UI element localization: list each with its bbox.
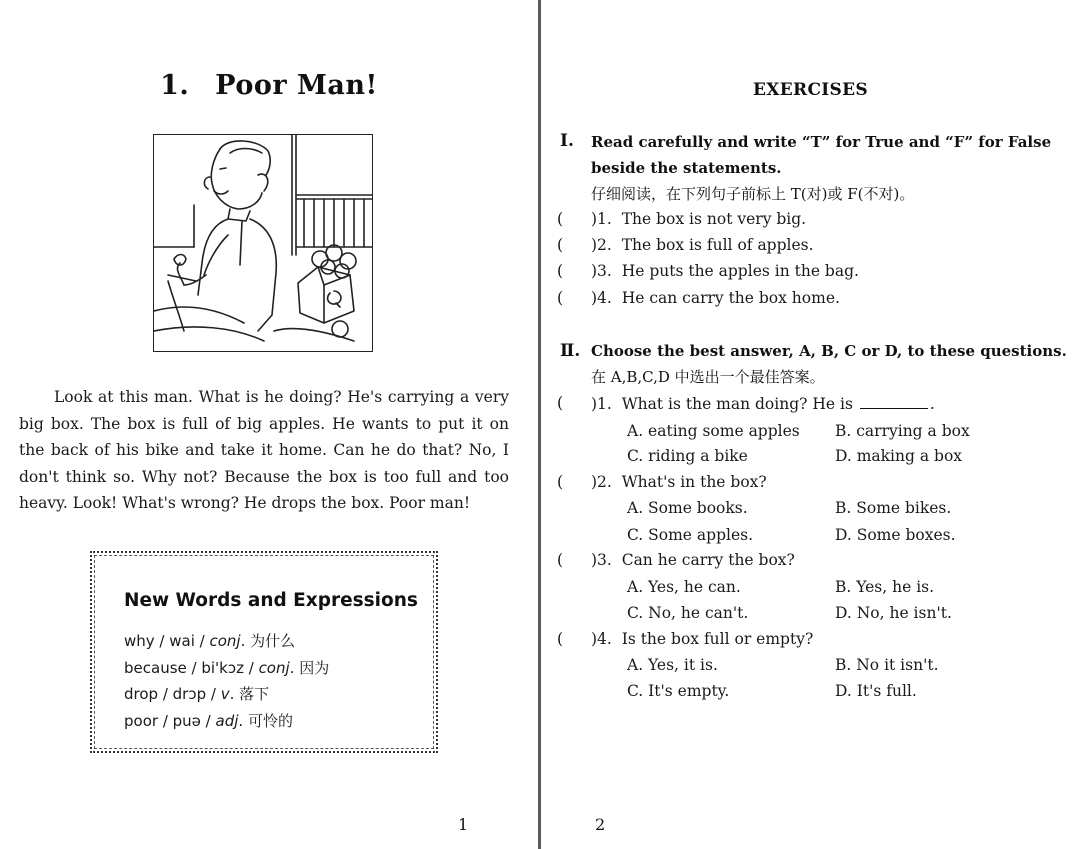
option-b: B. Yes, he is. — [835, 578, 935, 596]
option-d: D. making a box — [835, 447, 963, 465]
left-page — [0, 0, 538, 849]
vocab-phonetic: drɔp — [172, 685, 207, 703]
option-d: D. Some boxes. — [835, 526, 956, 544]
option-a: A. Some books. — [627, 499, 748, 517]
vocab-entry: poor / puə / adj. 可怜的 — [124, 711, 293, 730]
option-c: C. No, he can't. — [627, 604, 749, 622]
statement-4 — [591, 289, 840, 307]
statement-number: )2. — [591, 236, 612, 254]
vocab-pos: v — [220, 685, 230, 703]
vocabulary-list — [124, 628, 329, 734]
answer-paren: ( — [557, 236, 564, 254]
option-b: B. Some bikes. — [835, 499, 952, 517]
question-2 — [591, 473, 767, 491]
section-1-instruction-cn: 仔细阅读，在下列句子前标上 T(对)或 F(不对)。 — [591, 185, 915, 203]
vocab-pos: conj — [209, 632, 241, 650]
page-number-right: 2 — [595, 815, 606, 834]
question-number: )3. — [591, 551, 612, 569]
section-1-instruction: Read carefully and write “T” for True and “F” for False beside the statements. — [591, 133, 1052, 177]
option-c: C. Some apples. — [627, 526, 754, 544]
vocab-meaning: 落下 — [239, 685, 270, 703]
vocab-phonetic: bi'kɔz — [201, 658, 244, 677]
option-b: B. carrying a box — [835, 422, 970, 440]
answer-paren: ( — [557, 210, 564, 228]
vocab-word: poor — [124, 711, 159, 730]
lesson-title — [0, 70, 538, 101]
option-d: D. No, he isn't. — [835, 604, 952, 622]
man-carrying-box-drawing — [154, 135, 372, 351]
question-4 — [591, 630, 813, 648]
question-number: )1. — [591, 395, 612, 413]
answer-paren: ( — [557, 630, 564, 648]
right-page — [541, 0, 1080, 849]
option-d: D. It's full. — [835, 682, 917, 700]
question-number: )2. — [591, 473, 612, 491]
vocab-word: drop — [124, 685, 159, 703]
statement-number: )4. — [591, 289, 612, 307]
answer-paren: ( — [557, 262, 564, 280]
section-2-instruction: Choose the best answer, A, B, C or D, to these questions. — [591, 342, 1067, 360]
section-1-label: Ⅰ. — [560, 131, 574, 151]
vocab-word: why — [124, 632, 155, 650]
option-c: C. It's empty. — [627, 682, 730, 700]
lesson-number: 1. — [160, 70, 190, 101]
section-2-label: Ⅱ. — [560, 341, 581, 361]
answer-paren: ( — [557, 551, 564, 569]
statement-number: )1. — [591, 210, 612, 228]
question-text: What's in the box? — [621, 473, 767, 491]
lesson-title-text: Poor Man! — [215, 70, 378, 101]
statement-1 — [591, 210, 806, 228]
vocab-word: because — [124, 658, 187, 677]
statement-text: He puts the apples in the bag. — [621, 262, 859, 280]
question-number: )4. — [591, 630, 612, 648]
vocab-phonetic: puə — [172, 711, 201, 730]
statement-text: The box is full of apples. — [621, 236, 814, 254]
vocab-meaning: 因为 — [299, 658, 330, 677]
statement-number: )3. — [591, 262, 612, 280]
answer-paren: ( — [557, 473, 564, 491]
section-2-instruction-cn: 在 A,B,C,D 中选出一个最佳答案。 — [591, 368, 825, 386]
page-number-left: 1 — [458, 815, 469, 834]
statement-text: The box is not very big. — [621, 210, 807, 228]
question-3 — [591, 551, 795, 569]
vocab-pos: conj — [258, 658, 290, 677]
vocab-phonetic: wai — [169, 632, 195, 650]
answer-blank — [860, 394, 928, 409]
vocab-entry: because / bi'kɔz / conj. 因为 — [124, 658, 330, 677]
question-text: Can he carry the box? — [621, 551, 795, 569]
question-text: What is the man doing? He is — [621, 395, 853, 413]
exercises-title: EXERCISES — [753, 80, 868, 100]
option-a: A. eating some apples — [627, 422, 800, 440]
statement-3 — [591, 262, 859, 280]
question-tail: . — [929, 395, 935, 413]
option-a: A. Yes, it is. — [627, 656, 718, 674]
lesson-illustration — [153, 134, 373, 352]
vocabulary-box — [90, 551, 438, 753]
statement-text: He can carry the box home. — [621, 289, 840, 307]
vocab-entry: why / wai / conj. 为什么 — [124, 632, 296, 650]
vocab-meaning: 为什么 — [250, 632, 296, 650]
answer-paren: ( — [557, 394, 564, 412]
vocab-entry: drop / drɔp / v. 落下 — [124, 685, 270, 703]
vocab-meaning: 可怜的 — [247, 711, 293, 730]
vocab-pos: adj — [215, 711, 239, 730]
option-a: A. Yes, he can. — [627, 578, 741, 596]
option-c: C. riding a bike — [627, 447, 748, 465]
vocabulary-title: New Words and Expressions — [124, 590, 418, 611]
option-b: B. No it isn't. — [835, 656, 939, 674]
story-paragraph: Look at this man. What is he doing? He's carrying a very big box. The box is full of big apples. He wants to put it on the back of his bike and take it home. Can he do that? No, I don't think so. Why not? Because the box is too full and too heavy. Look! What's wrong? He drops the box. Poor man! — [19, 388, 509, 512]
question-text: Is the box full or empty? — [621, 630, 814, 648]
answer-paren: ( — [557, 289, 564, 307]
question-1 — [591, 394, 935, 413]
statement-2 — [591, 236, 814, 254]
